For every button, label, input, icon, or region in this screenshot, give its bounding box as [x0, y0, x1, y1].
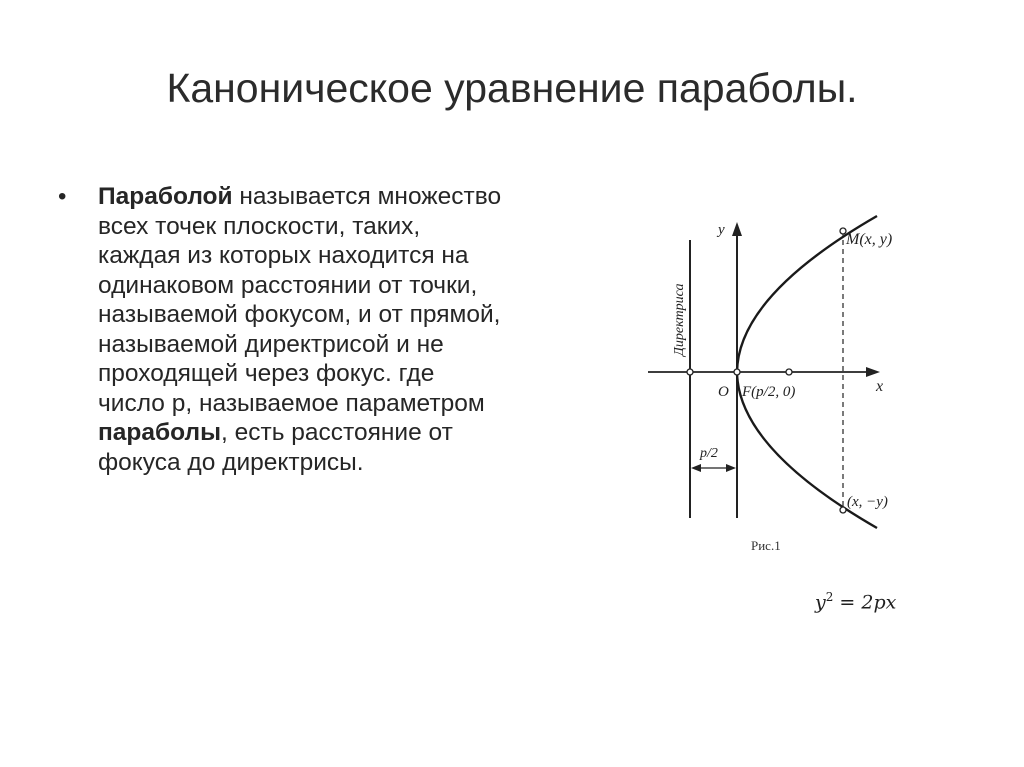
canonical-equation	[815, 590, 896, 613]
distance-arrow-right	[726, 464, 736, 472]
parabola-figure	[640, 200, 940, 570]
bullet-marker: •	[58, 183, 67, 210]
x-axis-label: x	[876, 378, 884, 395]
equation-lhs: y	[815, 591, 826, 614]
origin-label: O	[718, 384, 729, 400]
x-axis-arrow	[866, 367, 880, 377]
equation-rhs: = 2px	[833, 591, 897, 614]
bold-term-parabola: параболы	[98, 419, 221, 446]
y-axis-arrow	[732, 222, 742, 236]
focus-point	[786, 369, 792, 375]
focus-label: F(p/2, 0)	[742, 384, 796, 400]
figure-caption: Рис.1	[751, 538, 781, 553]
definition-part-1: называется множество всех точек плоскости, таких, каждая из которых находится на одинаковом расстоянии от точки, называемой фокусом, и от прямой, называемой директрисой и не проходящей через фокус. где число p, называемое параметром	[98, 183, 502, 417]
directrix-point	[687, 369, 693, 375]
directrix-label: Директриса	[672, 283, 687, 356]
parabola-diagram	[640, 200, 940, 570]
y-axis-label: y	[718, 222, 725, 238]
slide-title: Каноническое уравнение параболы.	[166, 65, 858, 111]
equation-exponent: 2	[825, 590, 834, 604]
origin-point	[734, 369, 740, 375]
distance-label: p/2	[700, 446, 718, 461]
point-mirror	[840, 507, 846, 513]
distance-arrow-left	[691, 464, 701, 472]
definition-part-2: , есть расстояние от фокуса до директрисы.	[98, 419, 453, 476]
bold-term: Параболой	[98, 183, 233, 210]
definition-text	[98, 182, 508, 477]
point-m-label: M(x, y)	[846, 231, 893, 248]
point-mirror-label: (x, −y)	[847, 494, 888, 510]
